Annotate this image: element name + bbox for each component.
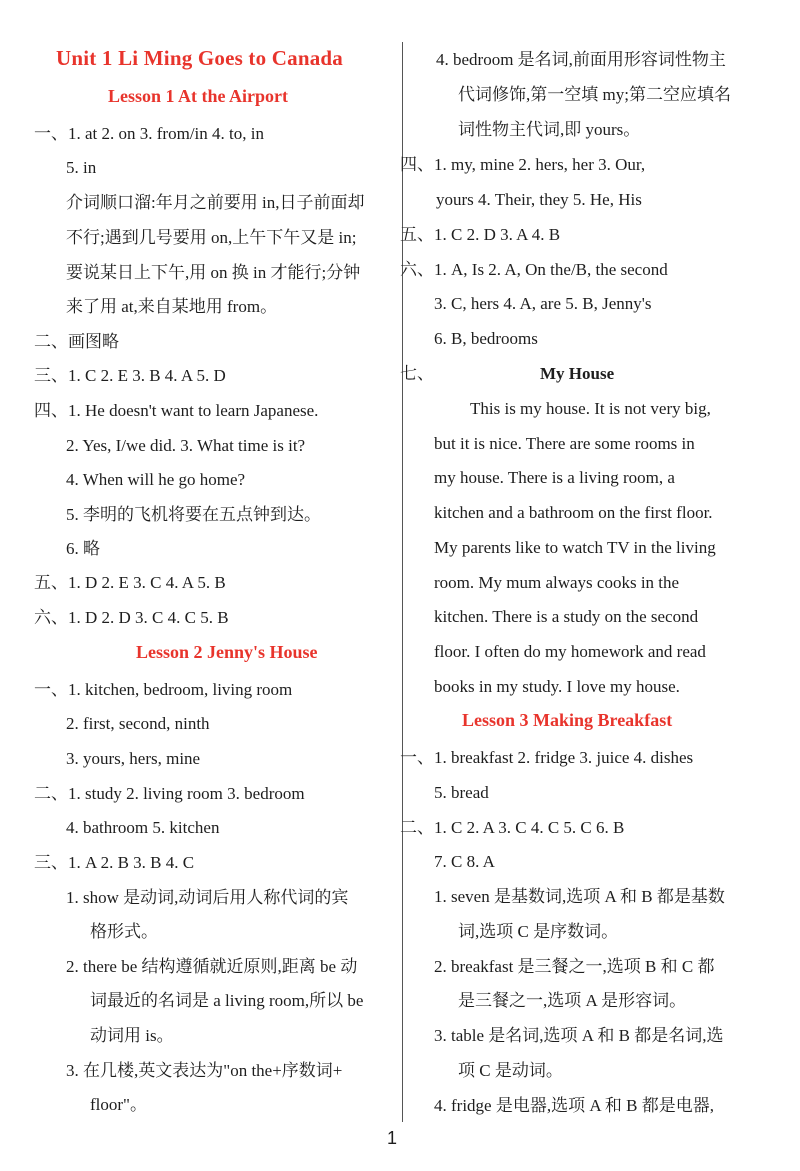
unit-title: Unit 1 Li Ming Goes to Canada [56, 46, 343, 70]
essay-title: My House [540, 364, 615, 383]
answer-line: 2. first, second, ninth [66, 714, 210, 733]
lesson-2-title: Lesson 2 Jenny's House [136, 642, 318, 662]
answer-line: 5. in [66, 158, 97, 177]
essay-line: kitchen. There is a study on the second [434, 607, 699, 626]
answer-line: 词,选项 C 是序数词。 [458, 922, 619, 941]
answer-line: 6. B, bedrooms [434, 329, 538, 348]
answer-line: 六、1. A, Is 2. A, On the/B, the second [400, 260, 668, 279]
lesson-1-title: Lesson 1 At the Airport [108, 86, 288, 106]
answer-line: 代词修饰,第一空填 my;第二空应填名 [458, 85, 731, 104]
answer-line: 三、1. A 2. B 3. B 4. C [34, 853, 195, 872]
answer-line: 一、1. breakfast 2. fridge 3. juice 4. dishes [400, 748, 694, 767]
essay-line: books in my study. I love my house. [434, 677, 680, 696]
answer-line: 2. breakfast 是三餐之一,选项 B 和 C 都 [434, 957, 715, 976]
answer-line: 动词用 is。 [90, 1026, 174, 1045]
essay-line: My parents like to watch TV in the living [434, 538, 716, 557]
answer-line: 7. C 8. A [434, 852, 495, 871]
essay-line: room. My mum always cooks in the [434, 573, 680, 592]
answer-line: 六、1. D 2. D 3. C 4. C 5. B [34, 608, 229, 627]
answer-line: 一、1. kitchen, bedroom, living room [34, 680, 293, 699]
answer-line: 来了用 at,来自某地用 from。 [66, 297, 278, 316]
answer-line: 词性物主代词,即 yours。 [458, 120, 641, 139]
answer-line: 1. seven 是基数词,选项 A 和 B 都是基数 [434, 887, 725, 906]
answer-line: 四、1. my, mine 2. hers, her 3. Our, [400, 155, 646, 174]
essay-line: floor. I often do my homework and read [434, 642, 706, 661]
answer-line: 是三餐之一,选项 A 是形容词。 [458, 991, 687, 1010]
answer-line: 二、1. C 2. A 3. C 4. C 5. C 6. B [400, 818, 625, 837]
answer-line: 不行;遇到几号要用 on,上午下午又是 in; [66, 228, 357, 247]
answer-line: 5. bread [434, 783, 489, 802]
essay-line: but it is nice. There are some rooms in [434, 434, 695, 453]
answer-line: 介词顺口溜:年月之前要用 in,日子前面却 [66, 193, 365, 212]
column-divider [402, 42, 403, 1122]
answer-line: 3. C, hers 4. A, are 5. B, Jenny's [434, 294, 652, 313]
answer-line: 2. there be 结构遵循就近原则,距离 be 动 [66, 957, 358, 976]
answer-line: 2. Yes, I/we did. 3. What time is it? [66, 436, 306, 455]
essay-line: kitchen and a bathroom on the first floor. [434, 503, 713, 522]
answer-line: 5. 李明的飞机将要在五点钟到达。 [66, 505, 321, 524]
answer-line: 6. 略 [66, 539, 100, 558]
answer-line: 4. When will he go home? [66, 470, 246, 489]
answer-line: 五、1. C 2. D 3. A 4. B [400, 225, 561, 244]
section-7-label: 七、 [400, 364, 434, 383]
answer-line: 二、画图略 [34, 332, 119, 351]
answer-line: 四、1. He doesn't want to learn Japanese. [34, 401, 319, 420]
answer-line: 三、1. C 2. E 3. B 4. A 5. D [34, 366, 226, 385]
answer-line: 二、1. study 2. living room 3. bedroom [34, 784, 305, 803]
answer-line: 3. 在几楼,英文表达为"on the+序数词+ [66, 1061, 343, 1080]
answer-line: 3. table 是名词,选项 A 和 B 都是名词,选 [434, 1026, 724, 1045]
answer-line: floor"。 [90, 1095, 147, 1114]
answer-line: 一、1. at 2. on 3. from/in 4. to, in [34, 124, 264, 143]
lesson-3-title: Lesson 3 Making Breakfast [462, 710, 673, 730]
page-number: 1 [387, 1128, 398, 1148]
answer-line: 3. yours, hers, mine [66, 749, 201, 768]
answer-line: 项 C 是动词。 [458, 1061, 563, 1080]
answer-line: 格形式。 [90, 922, 158, 941]
essay-line: This is my house. It is not very big, [470, 399, 711, 418]
answer-line: 4. bedroom 是名词,前面用形容词性物主 [436, 50, 726, 69]
answer-line: 4. fridge 是电器,选项 A 和 B 都是电器, [434, 1096, 715, 1115]
essay-line: my house. There is a living room, a [434, 468, 675, 487]
answer-line: 五、1. D 2. E 3. C 4. A 5. B [34, 573, 226, 592]
answer-line: 词最近的名词是 a living room,所以 be [90, 991, 364, 1010]
answer-line: 1. show 是动词,动词后用人称代词的宾 [66, 888, 349, 907]
answer-line: 4. bathroom 5. kitchen [66, 818, 220, 837]
answer-line: yours 4. Their, they 5. He, His [436, 190, 642, 209]
answer-line: 要说某日上下午,用 on 换 in 才能行;分钟 [66, 263, 361, 282]
